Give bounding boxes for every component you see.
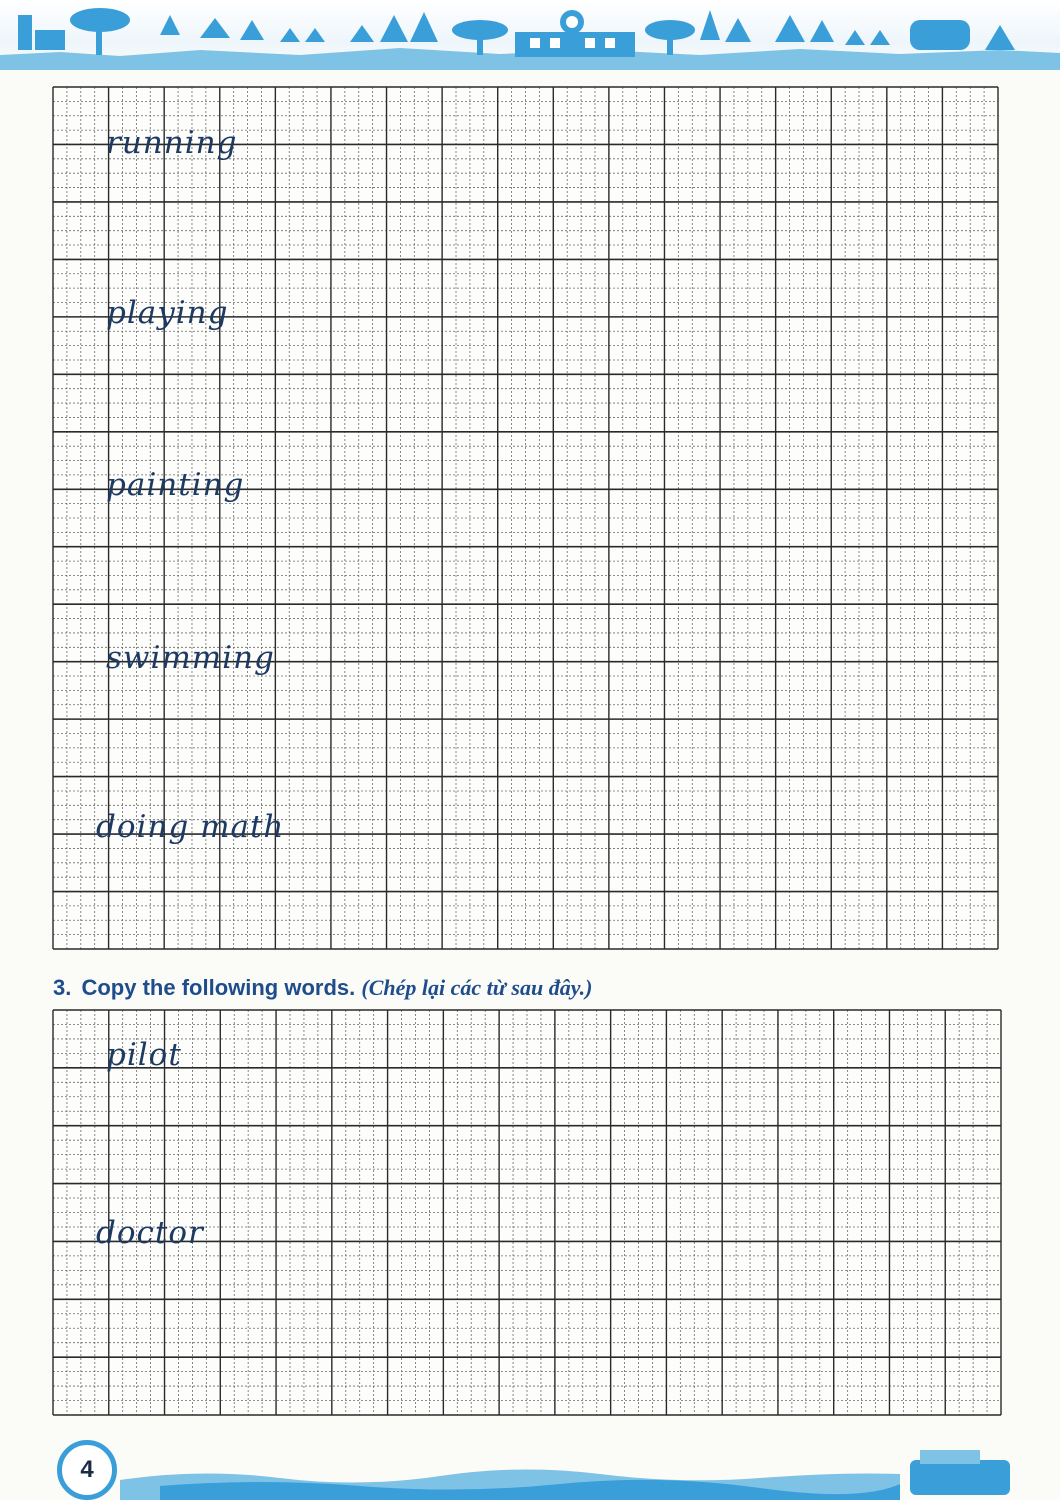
practice-word-pilot: pilot	[106, 1037, 182, 1073]
water-wave-icon	[0, 1430, 1060, 1500]
practice-word-doctor: doctor	[96, 1215, 204, 1251]
practice-word-swimming: swimming	[106, 640, 275, 676]
page-number: 4	[57, 1440, 117, 1500]
header-banner	[0, 0, 1060, 70]
section-instruction: Copy the following words.	[81, 975, 356, 1000]
section-number: 3.	[53, 975, 72, 1000]
practice-word-doing-math: doing math	[96, 809, 285, 845]
practice-grid-2[interactable]	[53, 1010, 1001, 1415]
practice-word-playing: playing	[106, 295, 229, 331]
grid-lines-2	[53, 1010, 1001, 1415]
section-3-title	[53, 975, 593, 1001]
practice-word-painting: painting	[106, 467, 245, 503]
school-landscape-banner-icon	[0, 0, 1060, 70]
section-instruction-vietnamese: (Chép lại các từ sau đây.)	[361, 975, 593, 1000]
practice-word-running: running	[106, 125, 238, 161]
footer-decoration	[0, 1430, 1060, 1500]
